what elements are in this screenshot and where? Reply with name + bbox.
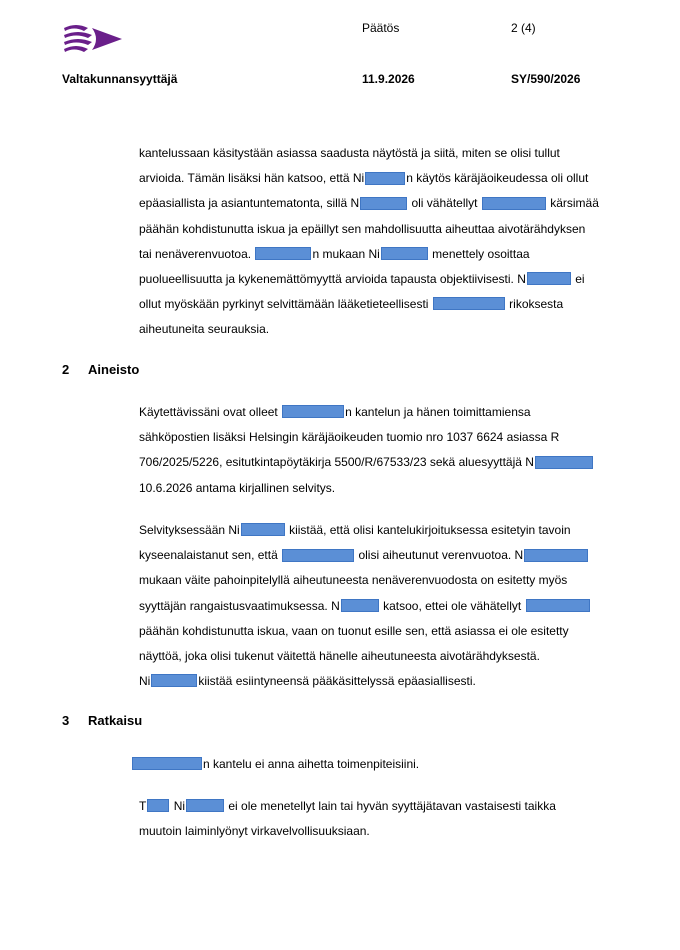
text-line: arvioida. Tämän lisäksi hän katsoo, että Ni n käytös käräjäoikeudessa oli ollut [139, 171, 589, 186]
text-line: tai nenäverenvuotoa. n mukaan Ni menettely osoittaa [139, 246, 530, 261]
redaction-box [151, 674, 197, 687]
paragraph-conclusion [139, 794, 639, 844]
text-line: Ni kiistää esiintyneensä pääkäsittelyssä epäasiallisesti. [139, 674, 476, 689]
redaction-box [482, 197, 546, 210]
text-line: epäasiallista ja asiantuntematonta, sillä N oli vähätellyt kärsimää [139, 196, 599, 211]
redaction-box [433, 297, 505, 310]
section-title: Aineisto [88, 362, 140, 377]
redaction-box [535, 456, 593, 469]
text-line: Käytettävissäni ovat olleet n kantelun ja hänen toimittamiensa [139, 405, 531, 419]
text-line: T Ni ei ole menetellyt lain tai hyvän syyttäjätavan vastaisesti taikka [139, 799, 556, 813]
section-number: 3 [62, 713, 70, 728]
paragraph-complaint-summary [139, 141, 639, 343]
text-line: päähän kohdistunutta iskua, vaan on tuonut esille sen, että asiassa ei ole esitetty [139, 623, 569, 638]
section-heading-aineisto [62, 362, 139, 378]
redaction-box [147, 799, 169, 812]
redaction-box [524, 549, 588, 562]
paragraph-materials [139, 400, 639, 501]
text-line: näyttöä, joka olisi tukenut väitettä hänelle aiheutuneesta aivotärähdyksestä. [139, 648, 540, 663]
text-line: aiheutuneita seurauksia. [139, 322, 270, 337]
prosecution-authority-logo [62, 22, 126, 58]
text-line: muutoin laiminlyönyt virkavelvollisuuksiaan. [139, 824, 370, 839]
redaction-box [360, 197, 407, 210]
redaction-box [282, 549, 354, 562]
organization-name: Valtakunnansyyttäjä [62, 72, 178, 86]
redaction-box [186, 799, 224, 812]
redaction-box [241, 523, 285, 536]
section-number: 2 [62, 362, 70, 377]
redaction-box [365, 172, 405, 185]
redaction-box [341, 599, 379, 612]
text-line: 10.6.2026 antama kirjallinen selvitys. [139, 480, 336, 495]
text-line: n kantelu ei anna aihetta toimenpiteisiini. [131, 752, 631, 777]
page-number: 2 (4) [511, 21, 536, 35]
redaction-box [132, 757, 202, 770]
paragraph-statement [139, 518, 639, 694]
text-line: kantelussaan käsitystään asiassa saadusta näytöstä ja siitä, miten se olisi tullut [139, 146, 560, 160]
text-line: Selvityksessään Ni kiistää, että olisi kantelukirjoituksessa esitetyin tavoin [139, 523, 571, 537]
redaction-box [282, 405, 344, 418]
text-line: mukaan väite pahoinpitelyllä aiheutuneesta nenäverenvuodosta on esitetty myös [139, 573, 568, 588]
paragraph-decision [131, 752, 631, 777]
text-line: päähän kohdistunutta iskua ja epäillyt sen mahdollisuutta aiheuttaa aivotärähdyksen [139, 221, 586, 236]
decision-date: 11.9.2026 [362, 72, 415, 86]
section-heading-ratkaisu [62, 713, 142, 729]
redaction-box [526, 599, 590, 612]
redaction-box [255, 247, 311, 260]
text-line: ollut myöskään pyrkinyt selvittämään lääketieteellisesti rikoksesta [139, 297, 564, 312]
reference-number: SY/590/2026 [511, 72, 581, 86]
redaction-box [527, 272, 571, 285]
document-type: Päätös [362, 21, 400, 35]
text-line: kyseenalaistanut sen, että olisi aiheutunut verenvuotoa. N [139, 543, 639, 568]
redaction-box [381, 247, 428, 260]
text-line: puolueellisuutta ja kykenemättömyyttä arvioida tapausta objektiivisesti. N ei [139, 271, 585, 286]
section-title: Ratkaisu [88, 713, 143, 728]
text-line: sähköpostien lisäksi Helsingin käräjäoikeuden tuomio nro 1037 6624 asiassa R [139, 430, 560, 445]
text-line: 706/2025/5226, esitutkintapöytäkirja 5500/R/67533/23 sekä aluesyyttäjä N [139, 450, 639, 475]
text-line: syyttäjän rangaistusvaatimuksessa. N katsoo, ettei ole vähätellyt [139, 594, 639, 619]
